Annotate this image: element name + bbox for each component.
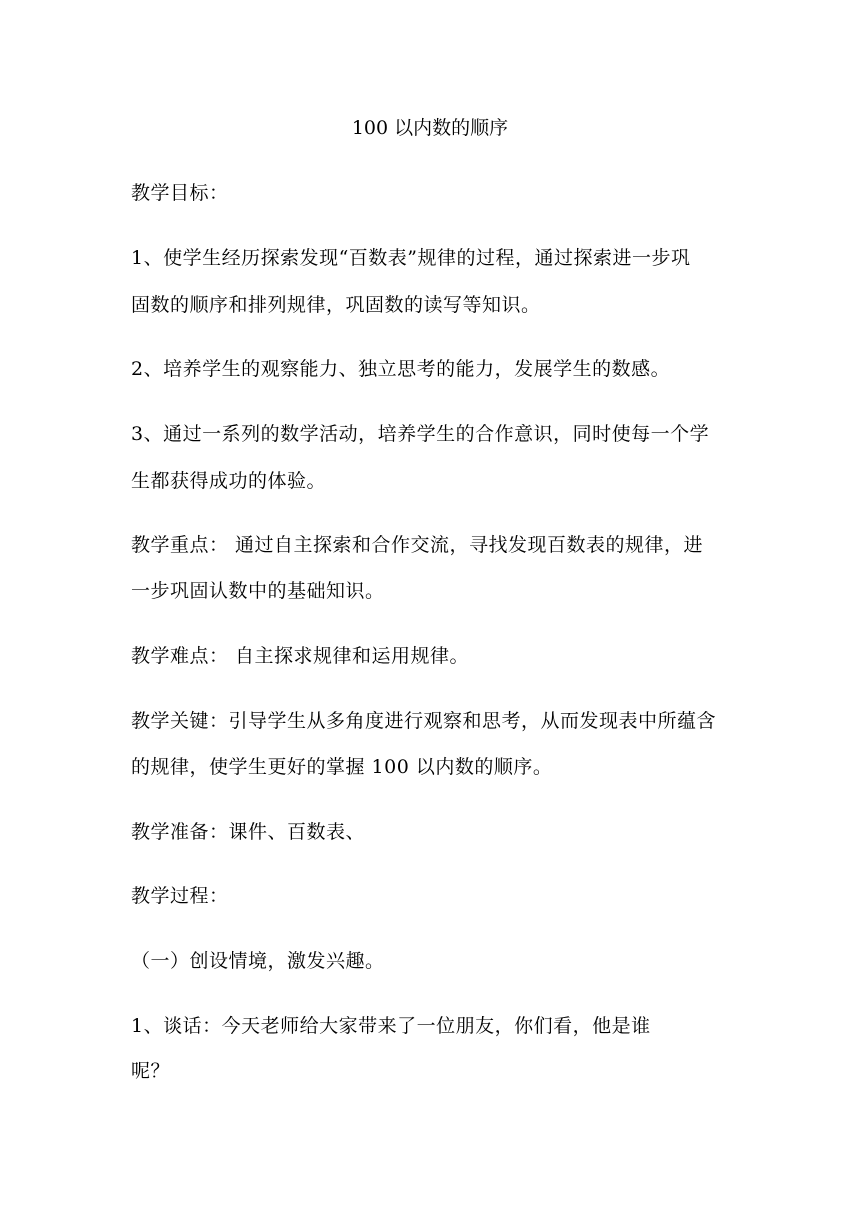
objective-3-line-1: 3、通过一系列的数学活动，培养学生的合作意识，同时使每一个学 xyxy=(131,423,710,445)
key-line-1: 教学关键：引导学生从多角度进行观察和思考，从而发现表中所蕴含 xyxy=(131,710,717,732)
key-point-line-1: 教学重点： 通过自主探索和合作交流，寻找发现百数表的规律，进 xyxy=(131,534,704,556)
preparation: 教学准备：课件、百数表、 xyxy=(131,821,366,843)
difficulty: 教学难点： 自主探求规律和运用规律。 xyxy=(131,645,470,667)
section-objectives-heading: 教学目标： xyxy=(131,182,229,204)
key-point-line-2: 一步巩固认数中的基础知识。 xyxy=(131,580,385,602)
objective-2: 2、培养学生的观察能力、独立思考的能力，发展学生的数感。 xyxy=(131,358,671,380)
objective-1-line-1: 1、使学生经历探索发现“百数表”规律的过程，通过探索进一步巩 xyxy=(131,247,691,269)
step-1-heading: （一）创设情境，激发兴趣。 xyxy=(131,950,385,972)
objective-1-line-2: 固数的顺序和排列规律，巩固数的读写等知识。 xyxy=(131,294,541,316)
process-heading: 教学过程： xyxy=(131,885,229,907)
dialogue-line-1: 1、谈话：今天老师给大家带来了一位朋友，你们看，他是谁 xyxy=(131,1015,651,1037)
key-line-2: 的规律，使学生更好的掌握 100 以内数的顺序。 xyxy=(131,756,553,778)
dialogue-line-2: 呢？ xyxy=(131,1060,171,1082)
objective-3-line-2: 生都获得成功的体验。 xyxy=(131,470,327,492)
document-title: 100 以内数的顺序 xyxy=(351,117,509,139)
